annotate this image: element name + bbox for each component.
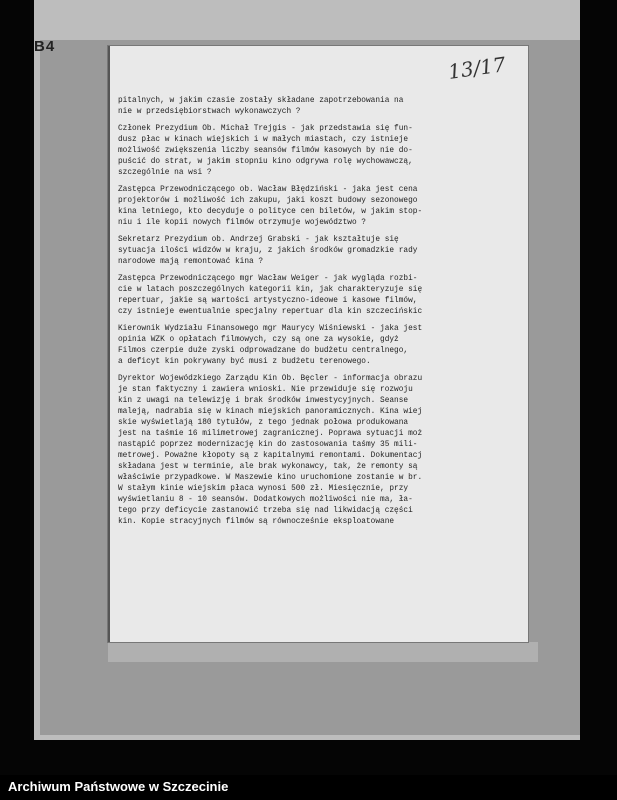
- archive-name: Archiwum Państwowe w Szczecinie: [8, 779, 229, 794]
- text-line: czy istnieje ewentualnie specjalny repertuar dla kin szczecińskic: [118, 308, 423, 316]
- text-line: kina letniego, kto decyduje o polityce cen biletów, w jakim stop-: [118, 208, 423, 216]
- text-line: Zastępca Przewodniczącego ob. Wacław Błędziński - jaka jest cena: [118, 186, 418, 194]
- text-line: składana jest w terminie, ale brak wykonawcy, tak, że remonty są: [118, 463, 418, 471]
- text-line: Filmos czerpie duże zyski odprowadzane do budżetu centralnego,: [118, 347, 409, 355]
- text-line: nie w przedsiębiorstwach wykonawczych ?: [118, 108, 301, 116]
- text-line: Członek Prezydium Ob. Michał Trejgis - jak przedstawia się fun-: [118, 125, 413, 133]
- paragraph: [118, 374, 516, 528]
- paragraph: [118, 235, 516, 268]
- text-line: skie wyświetlają 180 tytułów, z tego jednak połowa produkowana: [118, 419, 409, 427]
- text-line: możliwość zwiększenia liczby seansów filmów kasowych by nie do-: [118, 147, 413, 155]
- typewritten-text: [118, 96, 516, 534]
- text-line: szczególnie na wsi ?: [118, 169, 212, 177]
- text-line: repertuar, jakie są wartości artystyczno-ideowe i kasowe filmów,: [118, 297, 418, 305]
- folio-number: 13/17: [446, 52, 508, 84]
- text-line: pitalnych, w jakim czasie zostały składane zapotrzebowania na: [118, 97, 404, 105]
- text-line: niu i ile kopii nowych filmów otrzymuje województwo ?: [118, 219, 366, 227]
- page-margin-line: [108, 46, 110, 642]
- text-line: maleją, nadrabia się w kinach miejskich panoramicznych. Kina wiej: [118, 408, 423, 416]
- text-line: wyświetlaniu 8 - 10 seansów. Dodatkowych możliwości nie ma, ła-: [118, 496, 413, 504]
- text-line: a deficyt kin pokrywany być musi z budżetu terenowego.: [118, 358, 371, 366]
- text-line: tego przy deficycie zastanowić trzeba się nad likwidacją części: [118, 507, 413, 515]
- text-line: właściwie przypadkowe. W Maszewie kino uruchomione zostanie w br.: [118, 474, 423, 482]
- text-line: Zastępca Przewodniczącego mgr Wacław Weiger - jak wygląda rozbi-: [118, 275, 418, 283]
- text-line: puścić do strat, w jakim stopniu kino odgrywa rolę wychowawczą,: [118, 158, 413, 166]
- text-line: cie w latach poszczególnych kategorii kin, jak charakteryzuje się: [118, 286, 423, 294]
- paragraph: [118, 96, 516, 118]
- paragraph: [118, 124, 516, 179]
- text-line: kin z uwagi na telewizję i brak środków inwestycyjnych. Seanse: [118, 397, 409, 405]
- text-line: opinia WZK o opłatach filmowych, czy są one za wysokie, gdyż: [118, 336, 399, 344]
- text-line: metrowej. Poważne kłopoty są z kapitalnymi remontami. Dokumentacj: [118, 452, 423, 460]
- text-line: jest na taśmie 16 milimetrowej zagranicznej. Poprawa sytuacji moż: [118, 430, 423, 438]
- text-line: dusz płac w kinach wiejskich i w małych miastach, czy istnieje: [118, 136, 409, 144]
- paper-shadow: [108, 642, 538, 662]
- text-line: Dyrektor Wojewódzkiego Zarządu Kin Ob. Bęcler - informacja obrazu: [118, 375, 423, 383]
- archive-code-label: B4: [34, 38, 56, 55]
- text-line: Sekretarz Prezydium ob. Andrzej Grabski - jak kształtuje się: [118, 236, 399, 244]
- text-line: sytuacja ilości widzów w kraju, z jakich środków gromadzkie rady: [118, 247, 418, 255]
- text-line: W stałym kinie wiejskim płaca wynosi 500 zł. Miesięcznie, przy: [118, 485, 409, 493]
- paragraph: [118, 324, 516, 368]
- footer-bar: [0, 775, 617, 800]
- text-line: kin. Kopie stracyjnych filmów są równocześnie eksploatowane: [118, 518, 395, 526]
- paragraph: [118, 274, 516, 318]
- text-line: je stan faktyczny i zawiera wnioski. Nie przewiduje się rozwoju: [118, 386, 413, 394]
- paragraph: [118, 185, 516, 229]
- text-line: Kierownik Wydziału Finansowego mgr Maurycy Wiśniewski - jaka jest: [118, 325, 423, 333]
- text-line: narodowe mają remontować kina ?: [118, 258, 264, 266]
- text-line: projektorów i możliwość ich zakupu, jaki koszt budowy sezonowego: [118, 197, 418, 205]
- text-line: nastąpić poprzez modernizację kin do zastosowania taśmy 35 mili-: [118, 441, 418, 449]
